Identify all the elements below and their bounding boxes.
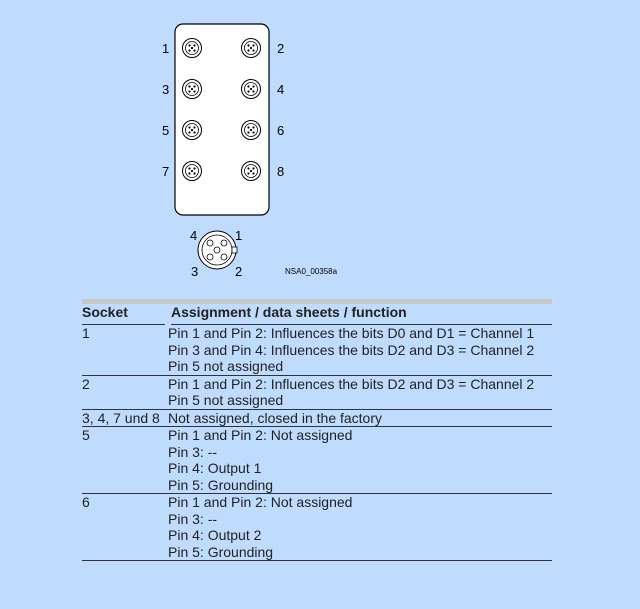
socket-6-icon [242,121,261,140]
socket-label: 6 [277,123,285,138]
socket-label: 3 [162,82,170,97]
assignment-cell [168,325,552,376]
figure-code: NSA0_00358a [285,267,338,276]
header-socket: Socket [82,304,168,325]
assignment-line: Pin 3 and Pin 4: Influences the bits D2 and D3 = Channel 2 [168,341,535,358]
m12-connector-icon [198,231,237,269]
assignment-line: Pin 3: -- [168,510,218,527]
table-row [82,409,552,427]
assignment-cell [168,375,552,409]
socket-label: 7 [162,164,170,179]
connector-pin-label: 1 [235,228,243,243]
assignment-cell [168,427,552,494]
socket-7-icon [183,162,202,181]
assignment-cell [168,494,552,561]
assignment-line: Pin 4: Output 2 [168,527,262,543]
assignment-line: Pin 4: Output 1 [168,460,262,476]
socket-5-icon [183,121,202,140]
socket-cell: 5 [82,427,168,494]
socket-label: 2 [277,41,285,56]
socket-2-icon [242,39,261,58]
socket-cell: 1 [82,325,168,376]
connector-pin-label: 3 [191,264,199,279]
assignment-line: Pin 1 and Pin 2: Not assigned [168,427,353,443]
connector-pin-label: 2 [235,264,243,279]
assignment-line: Pin 5: Grounding [168,476,274,493]
table-row [82,375,552,409]
socket-1-icon [183,39,202,58]
socket-3-icon [183,80,202,99]
assignment-line: Pin 1 and Pin 2: Influences the bits D0 and D1 = Channel 1 [168,325,535,341]
socket-cell: 3, 4, 7 und 8 [82,409,168,427]
socket-cell: 6 [82,494,168,561]
assignment-line: Pin 5 not assigned [168,392,284,408]
assignment-line: Pin 1 and Pin 2: Influences the bits D2 and D3 = Channel 2 [168,375,535,392]
socket-cell: 2 [82,375,168,409]
socket-4-icon [242,80,261,99]
header-assignment: Assignment / data sheets / function [168,304,552,325]
socket-label: 4 [277,82,285,97]
socket-label: 5 [162,123,170,138]
module-diagram [0,0,640,290]
socket-label: 8 [277,164,285,179]
assignment-line: Not assigned, closed in the factory [168,409,383,426]
connector-pin-label: 4 [190,228,198,243]
socket-8-icon [242,162,261,181]
table-row [82,494,552,561]
assignment-line: Pin 3: -- [168,443,218,460]
table-row [82,325,552,376]
table-row [82,427,552,494]
socket-label: 1 [162,41,170,56]
assignment-line: Pin 5: Grounding [168,543,274,560]
assignment-line: Pin 1 and Pin 2: Not assigned [168,494,353,510]
assignment-line: Pin 5 not assigned [168,358,284,374]
assignment-cell [168,409,552,427]
assignment-table [82,299,552,561]
